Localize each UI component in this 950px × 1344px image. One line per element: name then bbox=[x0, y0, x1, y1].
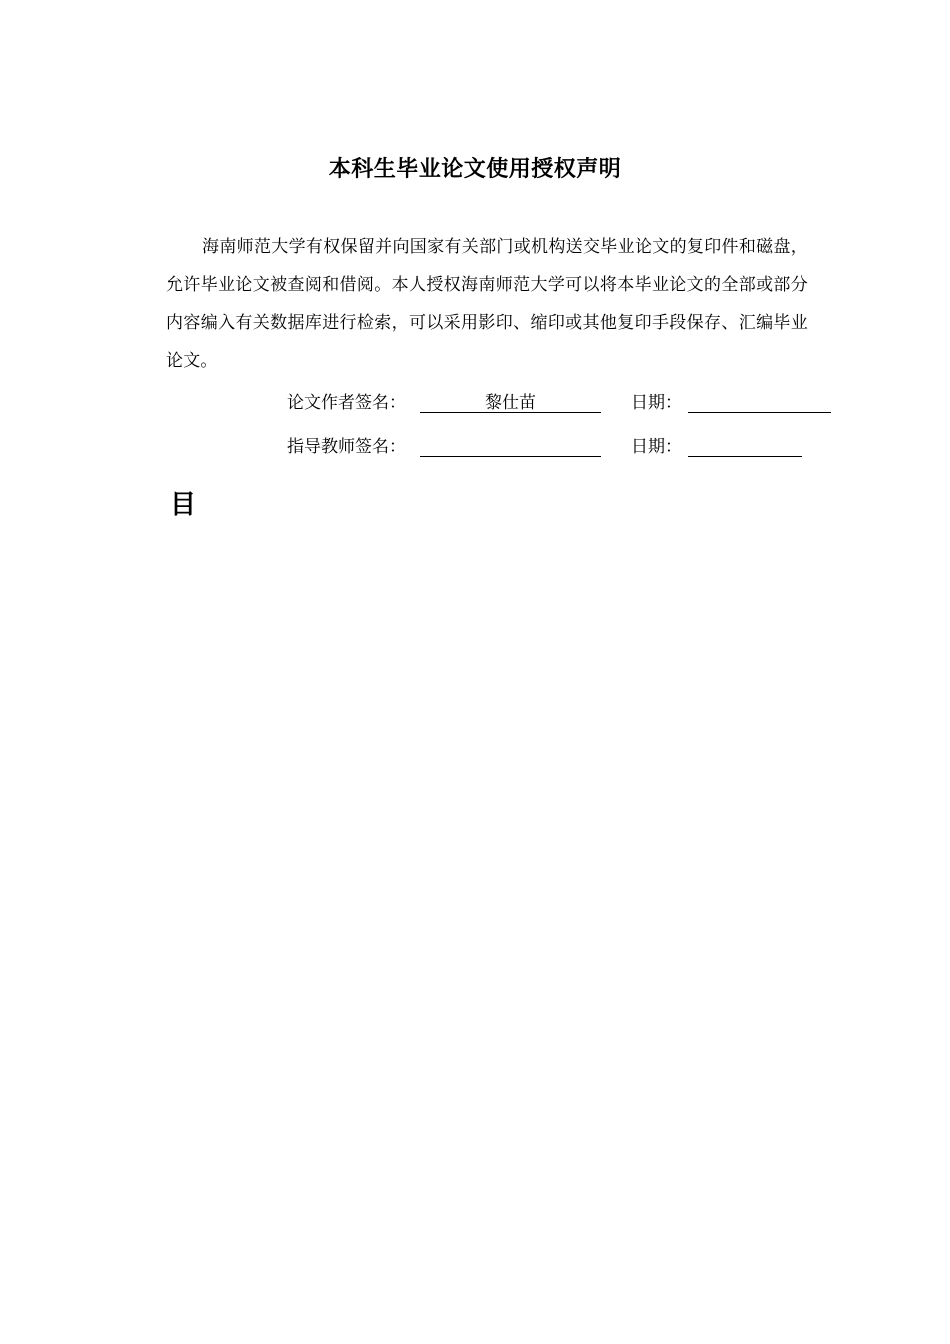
toc-heading-fragment: 目 bbox=[170, 490, 197, 520]
advisor-date-label: 日期： bbox=[631, 437, 682, 457]
advisor-date-field bbox=[688, 434, 802, 457]
author-date-label: 日期： bbox=[631, 393, 682, 413]
author-signature-field: 黎仕苗 bbox=[420, 390, 601, 413]
authorization-paragraph: 海南师范大学有权保留并向国家有关部门或机构送交毕业论文的复印件和磁盘，允许毕业论文被查阅和借阅。本人授权海南师范大学可以将本毕业论文的全部或部分内容编入有关数据库进行检索，可以采用影印、缩印或其他复印手段保存、汇编毕业论文。 bbox=[166, 237, 808, 371]
advisor-signature-field bbox=[420, 434, 601, 457]
author-date-field bbox=[688, 390, 831, 413]
advisor-signature-label: 指导教师签名： bbox=[287, 437, 406, 457]
author-signature-label: 论文作者签名： bbox=[287, 393, 406, 413]
page-title: 本科生毕业论文使用授权声明 bbox=[328, 157, 622, 182]
